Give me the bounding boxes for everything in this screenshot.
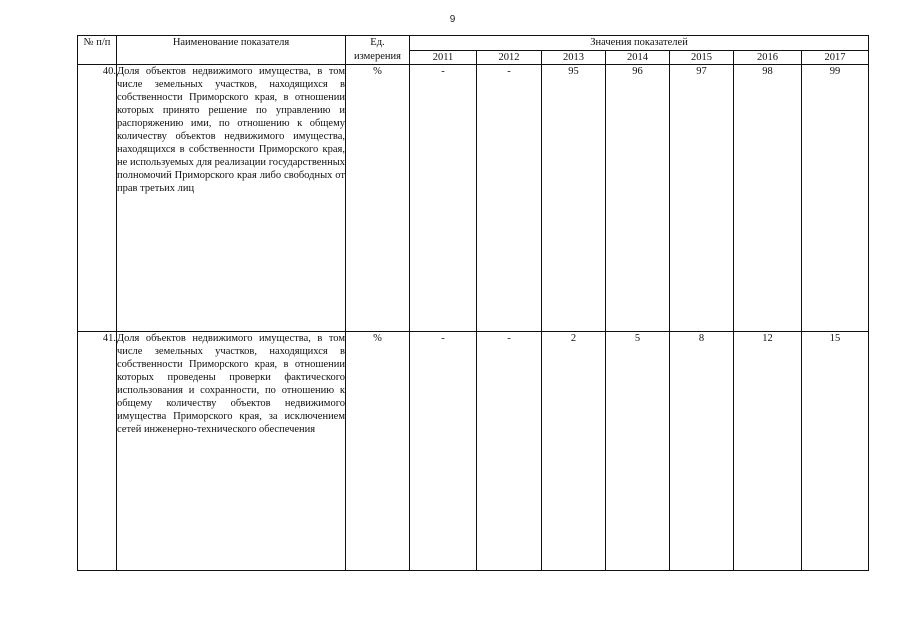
value-cell: 97 <box>670 65 734 332</box>
header-year: 2017 <box>802 50 869 65</box>
value-cell: 2 <box>542 332 606 571</box>
indicators-table <box>77 35 869 571</box>
value-cell: 8 <box>670 332 734 571</box>
value-cell: 96 <box>606 65 670 332</box>
value-cell: - <box>477 65 542 332</box>
header-unit <box>346 36 410 65</box>
header-unit-line2: измерения <box>354 51 401 63</box>
header-unit-line1: Ед. <box>370 37 385 48</box>
header-name: Наименование показателя <box>117 36 346 65</box>
header-year: 2012 <box>477 50 542 65</box>
value-cell: 98 <box>734 65 802 332</box>
page-number: 9 <box>449 14 456 25</box>
value-cell: - <box>477 332 542 571</box>
value-cell: - <box>410 65 477 332</box>
unit-cell: % <box>346 332 410 571</box>
value-cell: - <box>410 332 477 571</box>
header-year: 2015 <box>670 50 734 65</box>
header-year: 2011 <box>410 50 477 65</box>
row-number: 40. <box>78 65 117 332</box>
value-cell: 95 <box>542 65 606 332</box>
indicator-name: Доля объектов недвижимого имущества, в том числе земельных участков, находящихся в собственности Приморского края, в отношении которых принято решение по управлению и распоряжению ими, по отношению к общему количеству объектов недвижимого имущества, находящихся в собственности Приморского края, не используемых для реализации государственных полномочий Приморского края либо свободных от прав третьих лиц <box>117 65 346 332</box>
header-num: № п/п <box>78 36 117 65</box>
header-row-1 <box>78 36 869 51</box>
header-values-group: Значения показателей <box>410 36 869 51</box>
row-number: 41. <box>78 332 117 571</box>
header-year: 2013 <box>542 50 606 65</box>
value-cell: 99 <box>802 65 869 332</box>
value-cell: 15 <box>802 332 869 571</box>
table-row <box>78 332 869 571</box>
indicator-name: Доля объектов недвижимого имущества, в том числе земельных участков, находящихся в собственности Приморского края, в отношении которых проведены проверки фактического использования и сохранности, по отношению к общему количеству объектов недвижимого имущества Приморского края, за исключением сетей инженерно-технического обеспечения <box>117 332 346 571</box>
header-year: 2016 <box>734 50 802 65</box>
unit-cell: % <box>346 65 410 332</box>
header-year: 2014 <box>606 50 670 65</box>
value-cell: 5 <box>606 332 670 571</box>
value-cell: 12 <box>734 332 802 571</box>
table-row <box>78 65 869 332</box>
